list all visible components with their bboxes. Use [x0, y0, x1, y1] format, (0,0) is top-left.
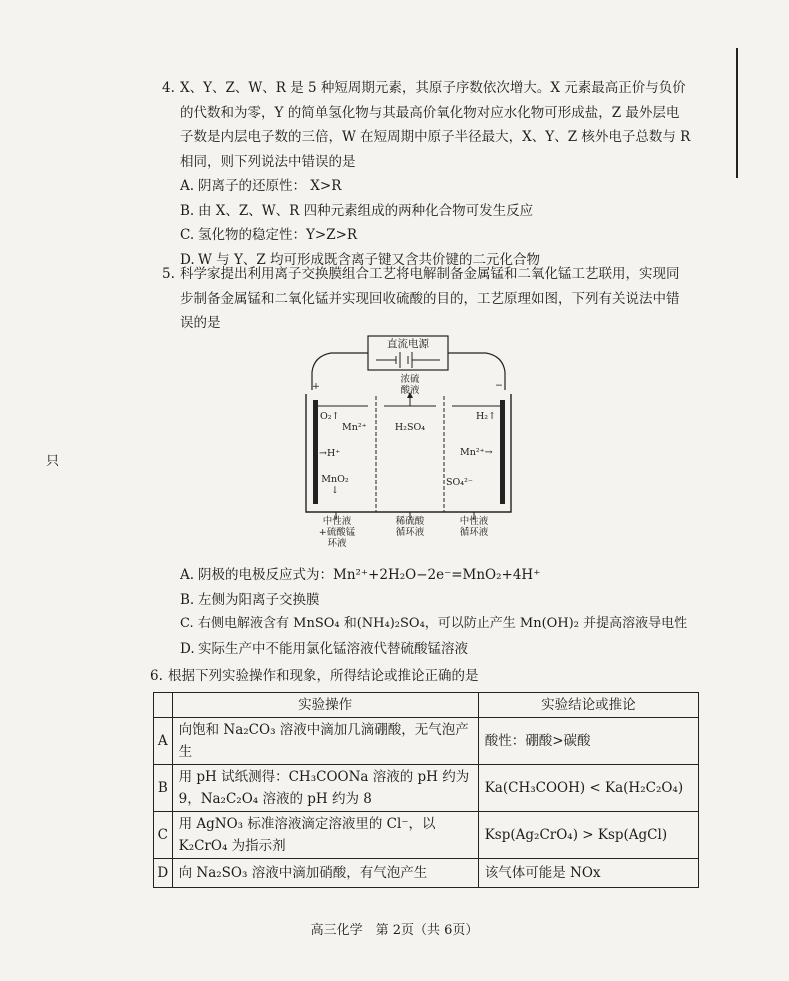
- row-conclusion: Ka(CH₃COOH) < Ka(H₂C₂O₄): [478, 765, 698, 812]
- mn-ion-left-label: Mn²⁺: [342, 422, 367, 433]
- concentrated-acid-label: 浓硫 酸液: [400, 374, 420, 396]
- row-operation: 向饱和 Na₂CO₃ 溶液中滴加几滴硼酸，无气泡产生: [172, 718, 478, 765]
- question-6: [150, 664, 698, 689]
- power-supply-label: 直流电源: [387, 338, 429, 350]
- bottom-right-label: 中性液 循环液: [459, 516, 489, 538]
- mn-ion-right-label: Mn²⁺→: [460, 447, 493, 458]
- option-d: D. 实际生产中不能用氯化锰溶液代替硫酸锰溶液: [180, 640, 468, 657]
- h-ion-label: →H⁺: [319, 448, 341, 459]
- table-row: [154, 718, 699, 765]
- question-5-stem-line-2: 步制备金属锰和二氧化锰并实现回收硫酸的目的，工艺原理如图，下列有关说法中错: [180, 290, 680, 307]
- scan-edge-line: [736, 48, 738, 178]
- mno2-label: MnO₂ ↓: [321, 474, 349, 496]
- option-b: B. 左侧为阳离子交换膜: [180, 591, 320, 608]
- question-number: 6.: [150, 668, 163, 684]
- row-conclusion: 该气体可能是 NOx: [478, 859, 698, 888]
- row-operation: 用 AgNO₃ 标准溶液滴定溶液里的 Cl⁻，以 K₂CrO₄ 为指示剂: [172, 812, 478, 859]
- row-key: C: [154, 812, 173, 859]
- margin-character: 只: [46, 454, 60, 469]
- question-4: [162, 76, 710, 272]
- question-5-options: [162, 563, 710, 661]
- oxygen-label: O₂↑: [320, 411, 340, 422]
- question-number: 5.: [162, 266, 175, 282]
- experiment-table: [153, 692, 699, 888]
- option-d: D. W 与 Y、Z 均可形成既含离子键又含共价键的二元化合物: [180, 251, 541, 268]
- row-operation: 向 Na₂SO₃ 溶液中滴加硝酸，有气泡产生: [172, 859, 478, 888]
- sulfuric-acid-label: H₂SO₄: [394, 422, 426, 433]
- table-header-operation: 实验操作: [172, 693, 478, 718]
- electrolysis-diagram: [296, 334, 526, 554]
- hydrogen-label: H₂↑: [476, 411, 497, 422]
- table-header-blank: [154, 693, 173, 718]
- option-a: A. 阴极的电极反应式为：Mn²⁺+2H₂O−2e⁻=MnO₂+4H⁺: [180, 567, 541, 583]
- option-c: C. 右侧电解液含有 MnSO₄ 和(NH₄)₂SO₄，可以防止产生 Mn(OH)₂ 并提高溶液导电性: [180, 616, 688, 631]
- row-conclusion: Ksp(Ag₂CrO₄) > Ksp(AgCl): [478, 812, 698, 859]
- question-4-stem-line-3: 子数是内层电子数的三倍，W 在短周期中原子半径最大，X、Y、Z 核外电子总数与 R: [180, 129, 691, 145]
- option-c: C. 氢化物的稳定性：Y>Z>R: [180, 227, 358, 243]
- row-conclusion: 酸性：硼酸>碳酸: [478, 718, 698, 765]
- bottom-left-label: 中性液 +硫酸锰 环液: [318, 516, 356, 549]
- question-5-stem-line-1: 5. 科学家提出利用离子交换膜组合工艺将电解制备金属锰和二氧化锰工艺联用，实现同: [162, 262, 710, 287]
- row-key: A: [154, 718, 173, 765]
- sulfate-ion-label: SO₄²⁻: [446, 477, 473, 488]
- table-header-row: [154, 693, 699, 718]
- question-5: [162, 262, 710, 336]
- table-row: [154, 859, 699, 888]
- option-a: A. 阴离子的还原性： X>R: [180, 178, 342, 194]
- bottom-middle-label: 稀硫酸 循环液: [395, 516, 425, 538]
- option-b: B. 由 X、Z、W、R 四种元素组成的两种化合物可发生反应: [180, 202, 534, 219]
- table-row: [154, 765, 699, 812]
- row-key: B: [154, 765, 173, 812]
- table-header-conclusion: 实验结论或推论: [478, 693, 698, 718]
- table-row: [154, 812, 699, 859]
- question-5-stem-line-3: 误的是: [180, 315, 221, 331]
- question-6-stem: 6. 根据下列实验操作和现象，所得结论或推论正确的是: [150, 664, 698, 689]
- question-4-stem-line-1: 4. X、Y、Z、W、R 是 5 种短周期元素，其原子序数依次增大。X 元素最高正价与负价: [162, 76, 710, 101]
- cathode-minus-sign: −: [495, 380, 503, 391]
- row-key: D: [154, 859, 173, 888]
- anode-plus-sign: +: [312, 381, 320, 392]
- question-number: 4.: [162, 80, 175, 96]
- question-4-stem-line-4: 相同，则下列说法中错误的是: [180, 153, 356, 170]
- page-footer: 高三化学 第 2页（共 6页）: [310, 923, 479, 938]
- row-operation: 用 pH 试纸测得：CH₃COONa 溶液的 pH 约为 9，Na₂C₂O₄ 溶液的 pH 约为 8: [172, 765, 478, 812]
- question-4-stem-line-2: 的代数和为零，Y 的简单氢化物与其最高价氧化物对应水化物可形成盐，Z 最外层电: [180, 104, 680, 121]
